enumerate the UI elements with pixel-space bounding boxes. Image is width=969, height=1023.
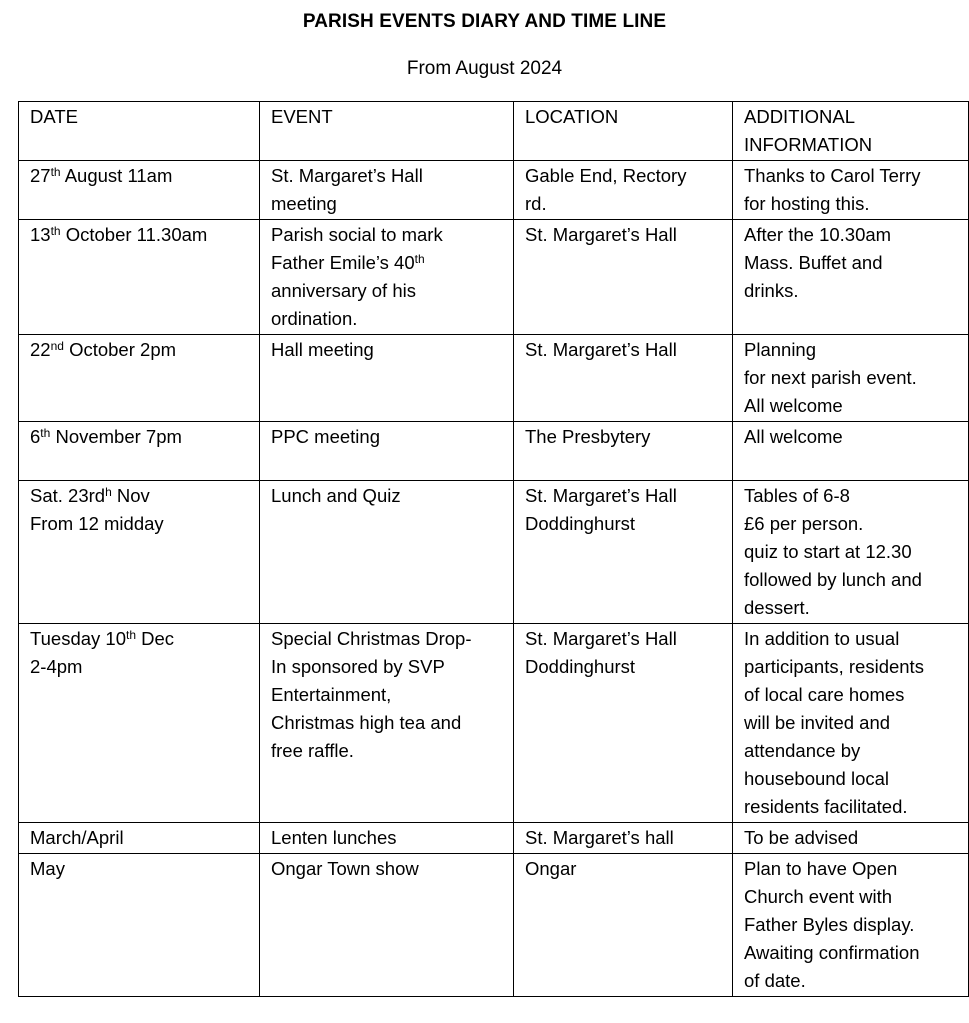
- cell-line: Planning: [744, 339, 817, 360]
- cell-date: [19, 624, 260, 823]
- table-row: [19, 422, 969, 481]
- cell-line: Lenten lunches: [271, 827, 397, 848]
- cell-line: Tables of 6-8: [744, 485, 850, 506]
- cell-line: Father Byles display.: [744, 914, 915, 935]
- cell-line: meeting: [271, 193, 337, 214]
- cell-line: [30, 451, 253, 479]
- column-header-info: [733, 102, 969, 161]
- cell-line: In addition to usual: [744, 628, 900, 649]
- cell-location: [514, 220, 733, 335]
- cell-info: [733, 854, 969, 997]
- cell-line: ordination.: [271, 308, 358, 329]
- cell-line: Doddinghurst: [525, 513, 636, 534]
- cell-line: St. Margaret’s Hall: [525, 339, 677, 360]
- cell-line: Gable End, Rectory: [525, 165, 687, 186]
- cell-date: [19, 422, 260, 481]
- column-header-date: [19, 102, 260, 161]
- cell-date: [19, 161, 260, 220]
- cell-line: Hall meeting: [271, 339, 374, 360]
- cell-line: March/April: [30, 827, 124, 848]
- superscript: nd: [50, 339, 64, 353]
- cell-line: All welcome: [744, 395, 843, 416]
- cell-line: housebound local: [744, 768, 890, 789]
- cell-line: Parish social to mark: [271, 224, 443, 245]
- cell-line: of date.: [744, 970, 806, 991]
- cell-line: Church event with: [744, 886, 893, 907]
- cell-line: In sponsored by SVP: [271, 656, 445, 677]
- cell-event: [260, 481, 514, 624]
- table-row: [19, 854, 969, 997]
- cell-line: of local care homes: [744, 684, 905, 705]
- cell-info: [733, 335, 969, 422]
- cell-line: 27th August 11am: [30, 165, 173, 186]
- superscript: th: [414, 252, 425, 266]
- table-row: [19, 335, 969, 422]
- cell-info: [733, 422, 969, 481]
- cell-location: [514, 335, 733, 422]
- cell-line: free raffle.: [271, 740, 354, 761]
- events-table-body: [19, 161, 969, 997]
- superscript: th: [126, 628, 137, 642]
- cell-event: [260, 422, 514, 481]
- events-table: [18, 101, 969, 997]
- cell-event: [260, 823, 514, 854]
- cell-line: Ongar Town show: [271, 858, 419, 879]
- cell-line: After the 10.30am: [744, 224, 892, 245]
- cell-line: May: [30, 858, 65, 879]
- cell-line: Tuesday 10th Dec: [30, 628, 175, 649]
- cell-line: PPC meeting: [271, 426, 380, 447]
- cell-line: 6th November 7pm: [30, 426, 182, 447]
- cell-location: [514, 481, 733, 624]
- cell-line: participants, residents: [744, 656, 924, 677]
- cell-line: drinks.: [744, 280, 799, 301]
- superscript: th: [50, 224, 61, 238]
- table-row: [19, 481, 969, 624]
- cell-location: [514, 422, 733, 481]
- cell-line: Christmas high tea and: [271, 712, 462, 733]
- cell-date: [19, 854, 260, 997]
- cell-line: Ongar: [525, 858, 577, 879]
- column-header-label: LOCATION: [525, 106, 619, 127]
- superscript: th: [40, 426, 51, 440]
- cell-location: [514, 161, 733, 220]
- cell-date: [19, 335, 260, 422]
- cell-line: 13th October 11.30am: [30, 224, 208, 245]
- superscript: th: [50, 165, 61, 179]
- cell-location: [514, 823, 733, 854]
- column-header-label: DATE: [30, 106, 78, 127]
- cell-line: St. Margaret’s Hall: [525, 224, 677, 245]
- cell-line: From 12 midday: [30, 513, 164, 534]
- cell-line: rd.: [525, 193, 547, 214]
- table-row: [19, 161, 969, 220]
- page-title: PARISH EVENTS DIARY AND TIME LINE: [302, 11, 667, 32]
- page-subtitle: From August 2024: [406, 58, 563, 79]
- column-header-event: [260, 102, 514, 161]
- cell-line: quiz to start at 12.30: [744, 541, 912, 562]
- cell-line: St. Margaret’s Hall: [271, 165, 423, 186]
- cell-line: Plan to have Open: [744, 858, 898, 879]
- cell-location: [514, 854, 733, 997]
- cell-info: [733, 220, 969, 335]
- cell-event: [260, 335, 514, 422]
- cell-event: [260, 854, 514, 997]
- events-table-header: [19, 102, 969, 161]
- header-row: [19, 102, 969, 161]
- table-row: [19, 624, 969, 823]
- table-row: [19, 823, 969, 854]
- table-row: [19, 220, 969, 335]
- column-header-label: ADDITIONAL INFORMATION: [744, 106, 873, 155]
- cell-line: Mass. Buffet and: [744, 252, 883, 273]
- cell-line: Lunch and Quiz: [271, 485, 401, 506]
- cell-line: Awaiting confirmation: [744, 942, 920, 963]
- cell-date: [19, 220, 260, 335]
- cell-line: for hosting this.: [744, 193, 870, 214]
- cell-info: [733, 823, 969, 854]
- cell-event: [260, 161, 514, 220]
- cell-line: All welcome: [744, 426, 843, 447]
- cell-event: [260, 220, 514, 335]
- cell-info: [733, 161, 969, 220]
- cell-location: [514, 624, 733, 823]
- cell-line: for next parish event.: [744, 367, 917, 388]
- cell-line: To be advised: [744, 827, 859, 848]
- cell-line: attendance by: [744, 740, 861, 761]
- cell-line: Entertainment,: [271, 684, 392, 705]
- column-header-location: [514, 102, 733, 161]
- cell-info: [733, 481, 969, 624]
- cell-line: Thanks to Carol Terry: [744, 165, 921, 186]
- cell-line: will be invited and: [744, 712, 891, 733]
- cell-date: [19, 823, 260, 854]
- cell-date: [19, 481, 260, 624]
- cell-line: Doddinghurst: [525, 656, 636, 677]
- column-header-label: EVENT: [271, 106, 333, 127]
- cell-info: [733, 624, 969, 823]
- cell-line: residents facilitated.: [744, 796, 908, 817]
- cell-line: £6 per person.: [744, 513, 864, 534]
- cell-event: [260, 624, 514, 823]
- cell-line: Father Emile’s 40th: [271, 252, 425, 273]
- cell-line: St. Margaret’s Hall: [525, 628, 677, 649]
- cell-line: The Presbytery: [525, 426, 651, 447]
- cell-line: 2-4pm: [30, 656, 83, 677]
- superscript: h: [105, 485, 112, 499]
- cell-line: St. Margaret’s hall: [525, 827, 674, 848]
- cell-line: followed by lunch and: [744, 569, 922, 590]
- cell-line: St. Margaret’s Hall: [525, 485, 677, 506]
- cell-line: Sat. $23rd^h$ Nov: [30, 485, 150, 506]
- cell-line: dessert.: [744, 597, 810, 618]
- cell-line: anniversary of his: [271, 280, 416, 301]
- cell-line: Special Christmas Drop-: [271, 628, 472, 649]
- cell-line: 22nd October 2pm: [30, 339, 177, 360]
